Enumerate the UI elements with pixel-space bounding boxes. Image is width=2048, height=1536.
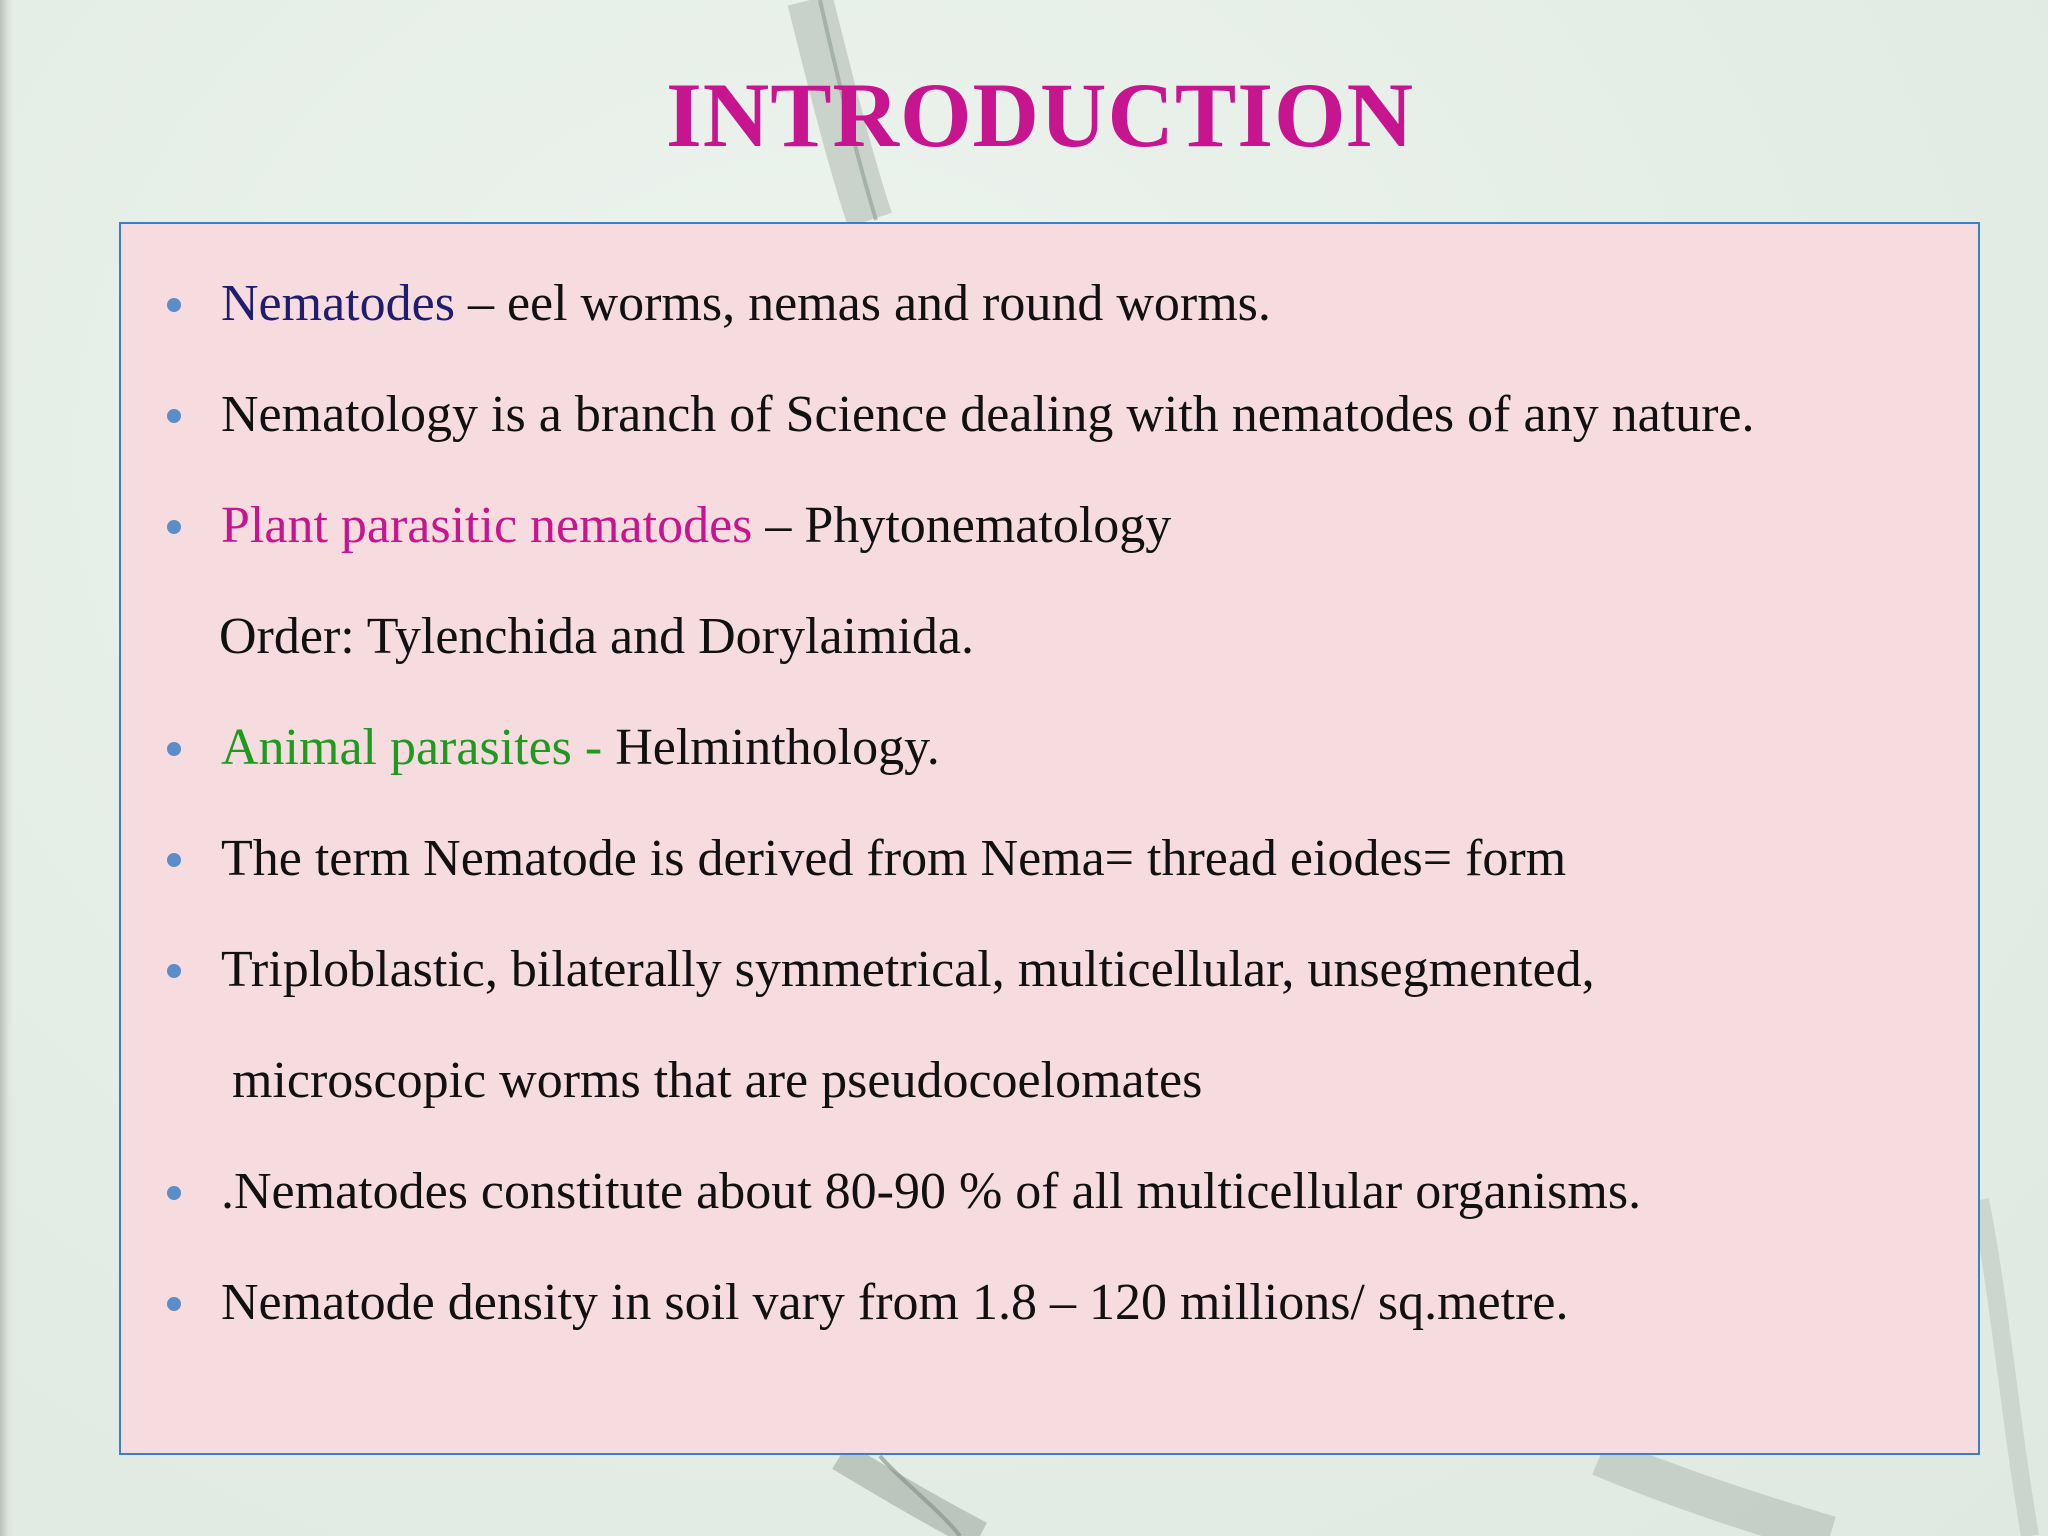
- list-item-text: .Nematodes constitute about 80-90 % of all multicellular organisms.: [221, 1163, 1642, 1220]
- slide-title: INTRODUCTION: [665, 64, 1415, 166]
- highlight-term: Nematodes: [221, 275, 455, 332]
- content-box: [119, 222, 1980, 1455]
- highlight-term: Plant parasitic nematodes: [221, 497, 753, 554]
- list-item-text: The term Nematode is derived from Nema= thread eiodes= form: [221, 830, 1567, 887]
- bullet-dot: [167, 298, 181, 312]
- item-rest: – eel worms, nemas and round worms.: [454, 275, 1271, 332]
- bullet-dot: [167, 1297, 181, 1311]
- item-rest: – Phytonematology: [752, 497, 1172, 554]
- bullet-dot: [167, 742, 181, 756]
- item-rest: Helminthology.: [615, 719, 940, 776]
- list-item-text: [221, 718, 940, 778]
- bullet-dot: [167, 853, 181, 867]
- list-item-text: Order: Tylenchida and Dorylaimida.: [219, 608, 974, 665]
- bullet-dot: [167, 409, 181, 423]
- list-item-text: microscopic worms that are pseudocoelomates: [219, 1052, 1203, 1109]
- bullet-dot: [167, 520, 181, 534]
- list-item-text: Triploblastic, bilaterally symmetrical, multicellular, unsegmented,: [221, 941, 1595, 998]
- bullet-dot: [167, 964, 181, 978]
- list-item-text: [221, 496, 1171, 556]
- list-item-text: Nematology is a branch of Science dealing with nematodes of any nature.: [221, 386, 1755, 443]
- list-item-text: [221, 274, 1271, 334]
- highlight-term: Animal parasites -: [221, 719, 616, 776]
- bullet-dot: [167, 1186, 181, 1200]
- list-item-text: Nematode density in soil vary from 1.8 – 120 millions/ sq.metre.: [221, 1274, 1569, 1331]
